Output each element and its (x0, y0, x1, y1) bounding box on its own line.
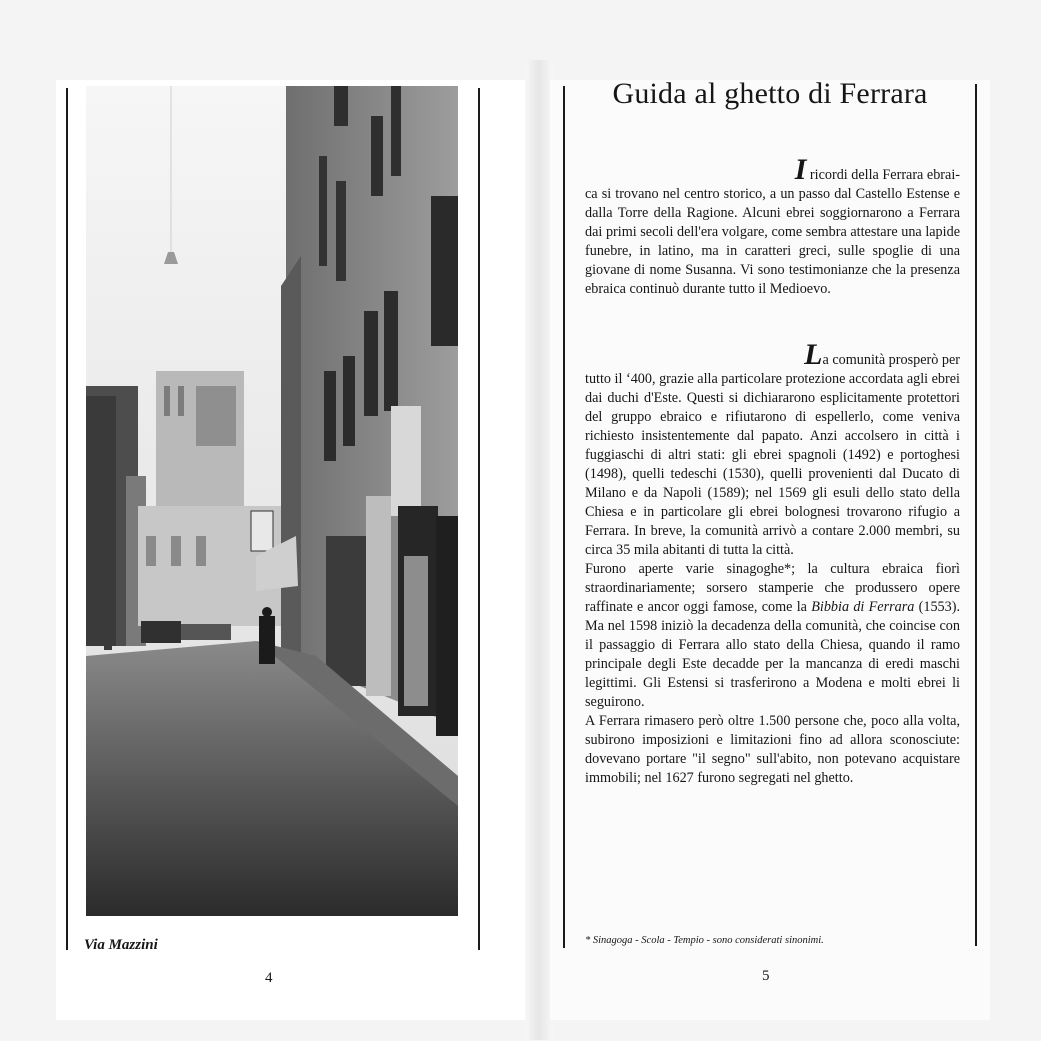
paragraph-2-first-line (585, 338, 960, 371)
photo-caption: Via Mazzini (84, 937, 158, 953)
paragraph-2-body: tutto il ‘400, grazie alla particolare protezione accordata agli ebrei dai duchi d'Este. Questi si dichiararono esplicitamente protettori del gruppo ebraico e rifiutarono di espellerlo, come veniva richiesto insistentemente dal papato. Anzi accolsero in città i fuggiaschi di altri stati: gli ebrei spagnoli (1492) e portoghesi (1498), quelli tedeschi (1530), quelli provenienti dal Ducato di Milano e da Napoli (1589); nel 1569 gli esuli dello stato della Chiesa e in particolare gli ebrei bolognesi trovarono rifugio a Ferrara. In breve, la comunità arrivò a contare 2.000 membri, su circa 35 mila abitanti di tutta la città. (585, 371, 960, 558)
page-number-left: 4 (265, 970, 273, 986)
footnote: * Sinagoga - Scola - Tempio - sono considerati sinonimi. (585, 935, 824, 946)
paragraph-1-lead: ricordi della Ferrara ebrai- (806, 167, 960, 183)
paragraph-1-first-line (585, 153, 960, 186)
paragraph-3-part-b: (1553). Ma nel 1598 iniziò la decadenza della comunità, che coincise con il passaggio di Ferrara allo stato della Chiesa, quando il ramo principale degli Este decadde per la mancanza di eredi maschi legittimi. Gli Estensi si trasferirono a Modena e molti ebrei li seguirono. (585, 599, 961, 710)
page-number-right: 5 (762, 968, 770, 984)
paragraph-2-lead: a comunità prosperò per (822, 352, 960, 368)
paragraph-2 (585, 338, 961, 788)
paragraph-4: A Ferrara rimasero però oltre 1.500 persone che, poco alla volta, subirono imposizioni e limitazioni fino ad allora sconosciute: dovevano portare "il segno" sull'abito, non potevano acquistare immobili; nel 1627 furono segregati nel ghetto. (585, 713, 960, 786)
paragraph-3-part-a: Furono aperte varie sinagoghe*; la cultura ebraica fiorì straordinariamente; sorsero stamperie che produssero opere raffinate e ancor oggi famose, come la (585, 561, 960, 615)
paragraph-3 (585, 560, 960, 712)
page-title: Guida al ghetto di Ferrara (612, 77, 928, 110)
left-page-inner-rule (478, 88, 480, 950)
right-margin-rule (975, 84, 977, 946)
book-title-italic: Bibbia di Ferrara (811, 599, 915, 615)
right-page-inner-rule (563, 86, 565, 948)
street-photo (86, 86, 458, 916)
paragraph-1 (585, 153, 960, 299)
book-gutter (525, 60, 553, 1040)
drop-cap-1: I (794, 153, 807, 186)
paragraph-1-body: ca si trovano nel centro storico, a un passo dal Castello Estense e dalla Torre della Ragione. Alcuni ebrei soggiornarono a Ferrara dai primi secoli dell'era volgare, come sembra attestare una lapide funebre, in latino, ma in caratteri greci, sulle spoglie di una giovane di nome Susanna. Vi sono testimonianze che la presenza ebraica continuò durante tutto il Medioevo. (585, 186, 960, 297)
left-margin-rule (66, 88, 68, 950)
drop-cap-2: L (804, 338, 823, 371)
